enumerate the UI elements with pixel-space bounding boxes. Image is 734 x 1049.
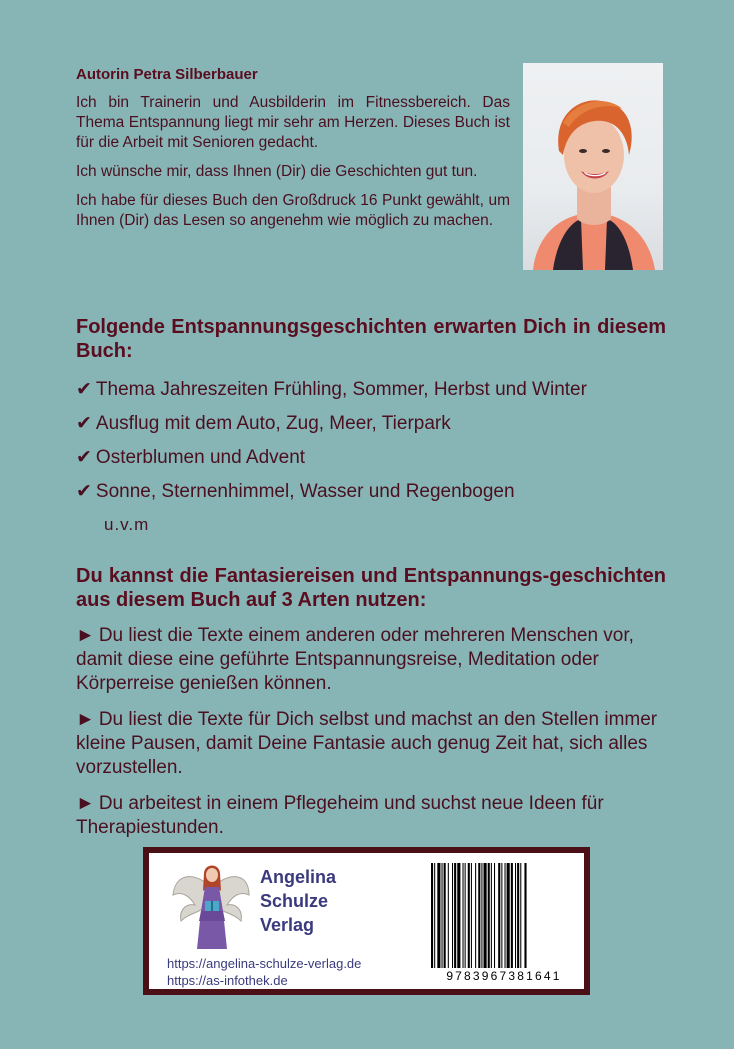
publisher-name <box>260 865 336 937</box>
check-icon: ✔ <box>76 379 92 400</box>
list-item <box>76 379 666 401</box>
stories-list <box>76 379 666 503</box>
triangle-bullet-icon: ► <box>76 625 95 646</box>
list-item-text: Sonne, Sternenhimmel, Wasser und Regenbogen <box>95 481 515 502</box>
publisher-name-line: Verlag <box>260 915 315 935</box>
list-item-text: Thema Jahreszeiten Frühling, Sommer, Herbst und Winter <box>95 379 587 400</box>
check-icon: ✔ <box>76 413 92 434</box>
etc-text: u.v.m <box>104 515 150 534</box>
publisher-box <box>143 847 590 995</box>
check-icon: ✔ <box>76 481 92 502</box>
use-item-text: Du liest die Texte einem anderen oder mehreren Menschen vor, damit diese eine geführte Entspannungsreise, Meditation oder Körperreise genießen können. <box>76 625 634 694</box>
angel-logo-icon <box>171 861 251 958</box>
uses-section <box>76 564 666 840</box>
author-paragraph: Ich habe für dieses Buch den Großdruck 16 Punkt gewählt, um Ihnen (Dir) das Lesen so angenehm wie möglich zu machen. <box>76 192 510 229</box>
use-item <box>76 624 666 696</box>
publisher-link[interactable]: https://angelina-schulze-verlag.de <box>167 956 362 971</box>
use-item <box>76 708 666 780</box>
isbn-number: 9783967381641 <box>446 969 562 983</box>
use-item <box>76 792 666 840</box>
list-item-text: Osterblumen und Advent <box>95 447 306 468</box>
publisher-link[interactable]: https://as-infothek.de <box>167 973 288 988</box>
publisher-name-line: Angelina <box>260 867 337 887</box>
triangle-bullet-icon: ► <box>76 793 95 814</box>
list-item-text: Ausflug mit dem Auto, Zug, Meer, Tierpark <box>95 413 451 434</box>
list-item <box>76 413 666 435</box>
publisher-name-line: Schulze <box>260 891 329 911</box>
use-item-text: Du liest die Texte für Dich selbst und machst an den Stellen immer kleine Pausen, damit Deine Fantasie auch genug Zeit hat, sich alles vorzustellen. <box>76 709 658 778</box>
barcode <box>429 863 579 968</box>
author-photo <box>523 63 663 270</box>
stories-section <box>76 315 666 535</box>
author-paragraph: Ich bin Trainerin und Ausbilderin im Fitnessbereich. Das Thema Entspannung liegt mir sehr am Herzen. Dieses Buch ist für die Arbeit mit Senioren gedacht. <box>76 94 510 151</box>
use-item-text: Du arbeitest in einem Pflegeheim und suchst neue Ideen für Therapiestunden. <box>76 793 604 838</box>
author-paragraph: Ich wünsche mir, dass Ihnen (Dir) die Geschichten gut tun. <box>76 163 478 180</box>
uses-title: Du kannst die Fantasiereisen und Entspannungs-geschichten aus diesem Buch auf 3 Arten nutzen: <box>76 565 666 611</box>
author-section <box>76 66 510 240</box>
check-icon: ✔ <box>76 447 92 468</box>
publisher-links <box>167 955 361 989</box>
stories-title: Folgende Entspannungsgeschichten erwarten Dich in diesem Buch: <box>76 316 666 362</box>
author-title: Autorin Petra Silberbauer <box>76 66 258 83</box>
list-item <box>76 481 666 503</box>
list-item <box>76 447 666 469</box>
triangle-bullet-icon: ► <box>76 709 95 730</box>
